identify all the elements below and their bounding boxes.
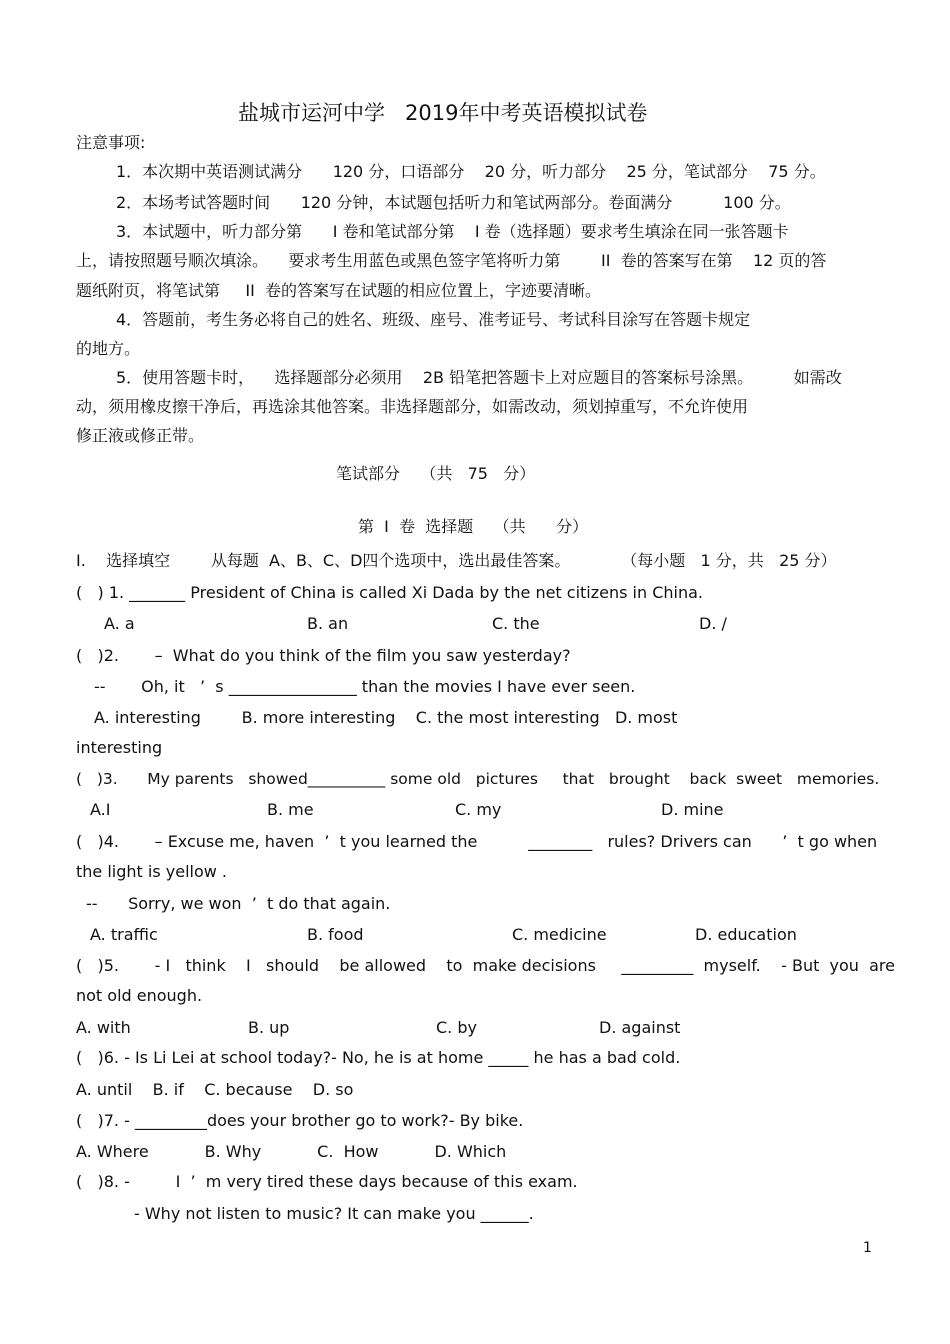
option-a: A.I (90, 800, 111, 819)
notice-line: 5．使用答题卡时， 选择题部分必须用 2B 铅笔把答题卡上对应题目的答案标号涂黑。 如需改 (116, 368, 842, 387)
question-5-cont: not old enough. (76, 986, 203, 1005)
option-b: B. me (267, 800, 314, 819)
question-4: ( )4. – Excuse me, haven ’ t you learned the ________ rules? Drivers can ’ t go when (76, 832, 878, 851)
notice-line: 2．本场考试答题时间 120 分钟，本试题包括听力和笔试两部分。卷面满分 100 分。 (116, 193, 791, 212)
option-d: D. mine (661, 800, 724, 819)
option-b: B. an (307, 614, 349, 633)
option-b: B. food (307, 925, 364, 944)
question-3: ( )3. My parents showed__________ some old pictures that brought back sweet memories. (76, 770, 880, 788)
written-part-heading: 笔试部分 （共 75 分） (336, 464, 536, 483)
option-c: C. by (436, 1018, 477, 1037)
part1-heading: 第 I 卷 选择题 （共 分） (358, 517, 589, 536)
question-2-options-cont: interesting (76, 738, 163, 757)
notice-line: 上，请按照题号顺次填涂。 要求考生用蓝色或黑色签字笔将听力第 II 卷的答案写在第 12 页的答 (76, 251, 827, 270)
notice-line: 1．本次期中英语测试满分 120 分，口语部分 20 分，听力部分 25 分，笔试部分 75 分。 (116, 162, 826, 181)
option-a: A. a (104, 614, 135, 633)
question-2-options: A. interesting B. more interesting C. the most interesting D. most (94, 708, 678, 727)
option-c: C. my (455, 800, 502, 819)
option-a: A. traffic (90, 925, 158, 944)
option-a: A. with (76, 1018, 131, 1037)
notice-line: 修正液或修正带。 (76, 426, 205, 445)
option-c: C. medicine (512, 925, 607, 944)
question-8: ( )8. - I ’ m very tired these days because of this exam. (76, 1172, 578, 1191)
notice-line: 3．本试题中，听力部分第 I 卷和笔试部分第 I 卷（选择题）要求考生填涂在同一张答题卡 (116, 222, 789, 241)
question-4-reply: -- Sorry, we won ’ t do that again. (86, 894, 391, 913)
page-number: 1 (863, 1240, 872, 1256)
question-2: ( )2. – What do you think of the film you saw yesterday? (76, 646, 571, 665)
notice-line: 的地方。 (76, 339, 141, 358)
question-7-options: A. Where B. Why C. How D. Which (76, 1142, 507, 1161)
option-b: B. up (248, 1018, 290, 1037)
notice-line: 4．答题前，考生务必将自己的姓名、班级、座号、准考证号、考试科目涂写在答题卡规定 (116, 310, 751, 329)
question-5: ( )5. - I think I should be allowed to make decisions _________ myself. - But you are (76, 956, 895, 975)
question-2-reply: -- Oh, it ’ s ________________ than the movies I have ever seen. (94, 677, 636, 696)
question-1: ( ) 1. _______ President of China is called Xi Dada by the net citizens in China. (76, 583, 704, 602)
notice-heading: 注意事项: (76, 133, 146, 152)
question-7: ( )7. - _________does your brother go to work?- By bike. (76, 1111, 524, 1130)
question-6-options: A. until B. if C. because D. so (76, 1080, 354, 1099)
section-heading: I. 选择填空 从每题 A、B、C、D四个选项中，选出最佳答案。 （每小题 1 分，共 25 分） (76, 551, 837, 570)
option-d: D. / (699, 614, 727, 633)
notice-line: 动，须用橡皮擦干净后，再选涂其他答案。非选择题部分，如需改动，须划掉重写，不允许使用 (76, 397, 749, 416)
exam-title: 盐城市运河中学 2019年中考英语模拟试卷 (238, 101, 648, 125)
option-d: D. education (695, 925, 797, 944)
question-4-cont: the light is yellow . (76, 862, 228, 881)
notice-line: 题纸附页，将笔试第 II 卷的答案写在试题的相应位置上，字迹要清晰。 (76, 281, 602, 300)
option-c: C. the (492, 614, 540, 633)
question-6: ( )6. - Is Li Lei at school today?- No, he is at home _____ he has a bad cold. (76, 1048, 681, 1067)
question-8-reply: - Why not listen to music? It can make you ______. (134, 1204, 534, 1223)
option-d: D. against (599, 1018, 681, 1037)
